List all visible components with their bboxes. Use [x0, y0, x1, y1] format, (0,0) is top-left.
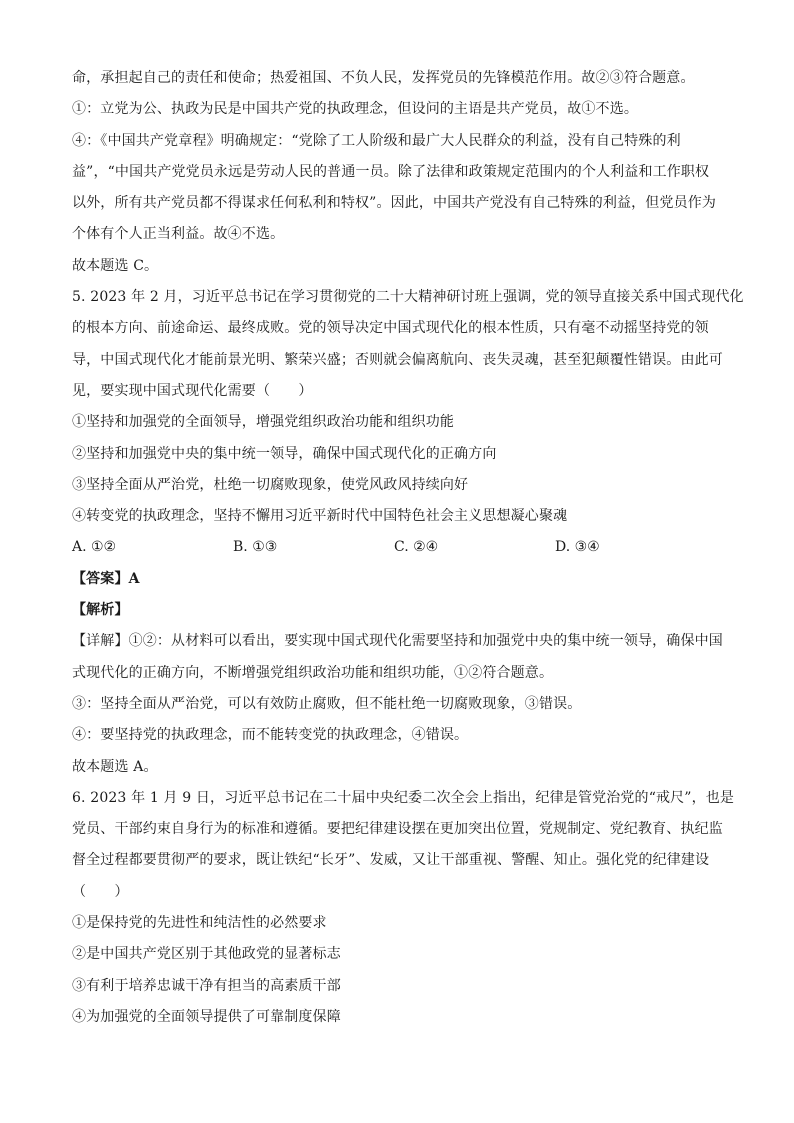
statement-item: ②坚持和加强党中央的集中统一领导，确保中国式现代化的正确方向 [72, 445, 497, 462]
question-stem-line: 的根本方向、前途命运、最终成败。党的领导决定中国式现代化的根本性质，只有毫不动摇坚持党的领 [72, 320, 709, 337]
analysis-line: 式现代化的正确方向，不断增强党组织政治功能和组织功能，①②符合题意。 [72, 664, 554, 681]
answer-label: 【答案】A [72, 570, 140, 587]
option-b: B. ①③ [233, 539, 278, 556]
question-stem-line: 党员、干部约束自身行为的标准和遵循。要把纪律建设摆在更加突出位置，党规制定、党纪教育、执纪监 [72, 821, 723, 838]
answer-conclusion: 故本题选 C。 [72, 257, 159, 274]
statement-item: ④为加强党的全面领导提供了可靠制度保障 [72, 1008, 341, 1025]
previous-question-explanation [72, 63, 722, 282]
question-stem-line: 5. 2023 年 2 月，习近平总书记在学习贯彻党的二十大精神研讨班上强调，党的领导直接关系中国式现代化 [72, 289, 744, 306]
text-line: 益”，“中国共产党党员永远是劳动人民的普通一员。除了法律和政策规定范围内的个人利益和工作职权 [72, 163, 710, 180]
text-line: 以外，所有共产党员都不得谋求任何私利和特权”。因此，中国共产党没有自己特殊的利益，但党员作为 [72, 195, 717, 212]
question-6 [72, 783, 735, 1033]
option-c: C. ②④ [394, 539, 439, 556]
question-5 [72, 282, 744, 783]
text-line: ④：《中国共产党章程》明确规定：“党除了工人阶级和最广大人民群众的利益，没有自己特殊的利 [72, 132, 681, 149]
statement-item: ②是中国共产党区别于其他政党的显著标志 [72, 946, 341, 963]
statement-item: ③有利于培养忠诚干净有担当的高素质干部 [72, 977, 341, 994]
analysis-label: 【解析】 [72, 602, 129, 619]
document-page [72, 63, 744, 1033]
analysis-line: ④：要坚持党的执政理念，而不能转变党的执政理念，④错误。 [72, 727, 469, 744]
option-a: A. ①② [72, 539, 117, 556]
question-stem-line: 见，要实现中国式现代化需要（ ） [72, 382, 313, 399]
question-stem-line: 督全过程都要贯彻严的要求，既让铁纪“长牙”、发威，又让干部重视、警醒、知止。强化党的纪律建设 [72, 852, 710, 869]
answer-conclusion: 故本题选 A。 [72, 758, 158, 775]
statement-item: ①是保持党的先进性和纯洁性的必然要求 [72, 915, 327, 932]
analysis-line: ③：坚持全面从严治党，可以有效防止腐败，但不能杜绝一切腐败现象，③错误。 [72, 695, 582, 712]
answer-options [72, 532, 722, 563]
text-line: 个体有个人正当利益。故④不选。 [72, 226, 285, 243]
statement-item: ③坚持全面从严治党，杜绝一切腐败现象，使党风政风持续向好 [72, 476, 469, 493]
question-stem-line: 6. 2023 年 1 月 9 日，习近平总书记在二十届中央纪委二次全会上指出，纪律是管党治党的“戒尺”，也是 [72, 789, 735, 806]
option-d: D. ③④ [555, 539, 600, 556]
text-line: ①：立党为公、执政为民是中国共产党的执政理念，但设问的主语是共产党员，故①不选。 [72, 101, 638, 118]
analysis-line: 【详解】①②：从材料可以看出，要实现中国式现代化需要坚持和加强党中央的集中统一领导，确保中国 [72, 633, 723, 650]
statement-item: ①坚持和加强党的全面领导，增强党组织政治功能和组织功能 [72, 414, 455, 431]
text-line: 命，承担起自己的责任和使命；热爱祖国、不负人民，发挥党员的先锋模范作用。故②③符合题意。 [72, 70, 695, 86]
statement-item: ④转变党的执政理念，坚持不懈用习近平新时代中国特色社会主义思想凝心聚魂 [72, 508, 568, 525]
question-stem-line: （ ） [72, 883, 129, 900]
question-stem-line: 导，中国式现代化才能前景光明、繁荣兴盛；否则就会偏离航向、丧失灵魂，甚至犯颠覆性错误。由此可 [72, 351, 723, 368]
